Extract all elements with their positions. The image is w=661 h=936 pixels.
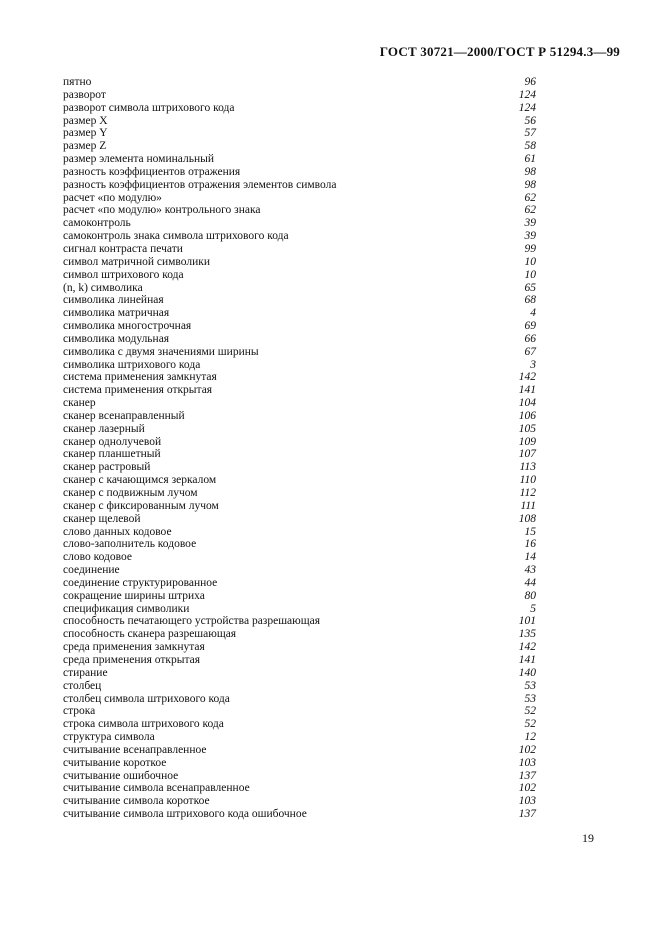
index-term: символ матричной символики <box>63 255 211 268</box>
index-term: расчет «по модулю» <box>63 191 162 204</box>
index-term: способность печатающего устройства разрешающая <box>63 615 320 628</box>
index-page-reference: 111 <box>520 499 536 512</box>
index-page-reference: 52 <box>524 705 536 718</box>
index-page-reference: 141 <box>518 653 536 666</box>
index-page-reference: 96 <box>524 76 536 88</box>
index-page-reference: 16 <box>524 538 536 551</box>
index-entry-row <box>63 294 536 307</box>
index-page-reference: 5 <box>530 602 536 615</box>
index-entry-row <box>63 718 536 731</box>
index-term: символика линейная <box>63 294 164 307</box>
index-entry-row <box>63 603 536 616</box>
index-term: сканер лазерный <box>63 422 145 435</box>
index-term: размер Y <box>63 127 108 140</box>
index-entry-row <box>63 217 536 230</box>
index-page-reference: 109 <box>518 435 536 448</box>
index-page-reference: 80 <box>524 589 536 602</box>
index-entry-row <box>63 115 536 128</box>
index-term: слово кодовое <box>63 551 132 564</box>
index-entry-row <box>63 487 536 500</box>
index-term: структура символа <box>63 731 155 744</box>
index-term: считывание ошибочное <box>63 769 179 782</box>
index-term: размер элемента номинальный <box>63 153 214 166</box>
index-term: спецификация символики <box>63 602 190 615</box>
index-entry-row <box>63 166 536 179</box>
index-page-reference: 102 <box>518 782 536 795</box>
index-term: сигнал контраста печати <box>63 242 183 255</box>
index-page-reference: 61 <box>524 153 536 166</box>
index-entry-row <box>63 204 536 217</box>
index-term: разность коэффициентов отражения элементов символа <box>63 178 337 191</box>
index-term: размер Z <box>63 140 107 153</box>
index-term: стирание <box>63 666 108 679</box>
index-term: среда применения замкнутая <box>63 641 205 654</box>
index-page-reference: 39 <box>524 230 536 243</box>
index-page-reference: 137 <box>518 769 536 782</box>
index-page-reference: 44 <box>524 576 536 589</box>
index-page-reference: 103 <box>518 756 536 769</box>
index-page-reference: 140 <box>518 666 536 679</box>
index-term: (n, k) символика <box>63 281 143 294</box>
index-term: сканер планшетный <box>63 448 161 461</box>
index-entry-row <box>63 307 536 320</box>
index-page-reference: 53 <box>524 679 536 692</box>
index-entry-row <box>63 808 536 821</box>
index-term: сканер с фиксированным лучом <box>63 499 219 512</box>
index-page-reference: 104 <box>518 397 536 410</box>
index-page-reference: 135 <box>518 628 536 641</box>
index-entry-row <box>63 102 536 115</box>
index-term: пятно <box>63 76 92 88</box>
index-entry-row <box>63 346 536 359</box>
index-term: сканер <box>63 397 96 410</box>
index-entry-row <box>63 526 536 539</box>
index-entry-row <box>63 410 536 423</box>
index-entry-row <box>63 590 536 603</box>
index-entry-row <box>63 757 536 770</box>
index-term: строка символа штрихового кода <box>63 718 224 731</box>
index-term: символика многострочная <box>63 320 192 333</box>
index-term: сканер всенаправленный <box>63 409 185 422</box>
index-term: символ штрихового кода <box>63 268 184 281</box>
index-term: считывание короткое <box>63 756 167 769</box>
index-page-reference: 4 <box>530 307 536 320</box>
index-term: столбец <box>63 679 102 692</box>
index-page-reference: 57 <box>524 127 536 140</box>
index-page-reference: 10 <box>524 255 536 268</box>
index-entry-row <box>63 371 536 384</box>
index-entry-row <box>63 551 536 564</box>
index-term: разворот <box>63 88 106 101</box>
index-term: сканер щелевой <box>63 512 141 525</box>
index-page-reference: 141 <box>518 384 536 397</box>
index-page-reference: 113 <box>519 461 536 474</box>
index-page-reference: 124 <box>518 101 536 114</box>
index-page-reference: 105 <box>518 422 536 435</box>
index-entry-row <box>63 282 536 295</box>
index-term: разворот символа штрихового кода <box>63 101 235 114</box>
index-term: разность коэффициентов отражения <box>63 165 241 178</box>
index-page-reference: 137 <box>518 808 536 821</box>
index-page-reference: 110 <box>519 474 536 487</box>
index-page-reference: 102 <box>518 743 536 756</box>
index-entry-row <box>63 474 536 487</box>
index-entry-row <box>63 500 536 513</box>
index-term: считывание символа всенаправленное <box>63 782 250 795</box>
index-entry-row <box>63 615 536 628</box>
index-term: слово-заполнитель кодовое <box>63 538 197 551</box>
index-term: считывание символа штрихового кода ошибочное <box>63 808 307 821</box>
index-entry-row <box>63 333 536 346</box>
index-page-reference: 14 <box>524 551 536 564</box>
index-term: самоконтроль знака символа штрихового кода <box>63 230 289 243</box>
index-term: символика матричная <box>63 307 170 320</box>
index-term: размер X <box>63 114 108 127</box>
index-entry-row <box>63 179 536 192</box>
index-term: расчет «по модулю» контрольного знака <box>63 204 261 217</box>
index-entry-row <box>63 436 536 449</box>
index-page-reference: 106 <box>518 409 536 422</box>
index-term: самоконтроль <box>63 217 131 230</box>
index-entry-row <box>63 256 536 269</box>
index-entry-row <box>63 577 536 590</box>
index-page-reference: 101 <box>518 615 536 628</box>
index-term: столбец символа штрихового кода <box>63 692 230 705</box>
index-entry-row <box>63 731 536 744</box>
index-page-reference: 62 <box>524 191 536 204</box>
index-entry-row <box>63 538 536 551</box>
index-term: слово данных кодовое <box>63 525 172 538</box>
index-term: способность сканера разрешающая <box>63 628 237 641</box>
index-page-reference: 98 <box>524 178 536 191</box>
index-page-reference: 66 <box>524 332 536 345</box>
index-entry-row <box>63 423 536 436</box>
index-page-reference: 39 <box>524 217 536 230</box>
index-page-reference: 142 <box>518 641 536 654</box>
index-entry-row <box>63 76 536 89</box>
index-page-reference: 65 <box>524 281 536 294</box>
index-term: символика штрихового кода <box>63 358 201 371</box>
index-entry-row <box>63 461 536 474</box>
index-page-reference: 98 <box>524 165 536 178</box>
alphabetical-index-list <box>63 76 536 821</box>
index-entry-row <box>63 654 536 667</box>
index-term: сканер однолучевой <box>63 435 162 448</box>
index-entry-row <box>63 513 536 526</box>
index-entry-row <box>63 269 536 282</box>
index-page-reference: 68 <box>524 294 536 307</box>
index-entry-row <box>63 397 536 410</box>
index-page-reference: 112 <box>519 487 536 499</box>
index-page-reference: 52 <box>524 718 536 731</box>
index-entry-row <box>63 89 536 102</box>
index-page-reference: 53 <box>524 692 536 705</box>
index-entry-row <box>63 628 536 641</box>
index-term: символика с двумя значениями ширины <box>63 345 259 358</box>
index-page-reference: 3 <box>530 358 536 371</box>
index-term: среда применения открытая <box>63 653 201 666</box>
index-term: соединение структурированное <box>63 576 218 589</box>
index-page-reference: 103 <box>518 795 536 808</box>
index-term: система применения замкнутая <box>63 371 217 384</box>
index-term: символика модульная <box>63 332 170 345</box>
index-entry-row <box>63 153 536 166</box>
index-page-reference: 56 <box>524 114 536 127</box>
index-entry-row <box>63 744 536 757</box>
index-page-reference: 12 <box>524 731 536 744</box>
index-entry-row <box>63 782 536 795</box>
index-entry-row <box>63 705 536 718</box>
index-term: считывание символа короткое <box>63 795 210 808</box>
index-entry-row <box>63 795 536 808</box>
index-entry-row <box>63 230 536 243</box>
index-entry-row <box>63 320 536 333</box>
index-page-reference: 43 <box>524 564 536 577</box>
index-term: система применения открытая <box>63 384 213 397</box>
index-page-reference: 67 <box>524 345 536 358</box>
index-page-reference: 142 <box>518 371 536 384</box>
index-entry-row <box>63 140 536 153</box>
index-entry-row <box>63 667 536 680</box>
index-entry-row <box>63 680 536 693</box>
index-term: считывание всенаправленное <box>63 743 207 756</box>
index-term: сокращение ширины штриха <box>63 589 205 602</box>
index-entry-row <box>63 641 536 654</box>
index-entry-row <box>63 384 536 397</box>
index-entry-row <box>63 243 536 256</box>
document-header-designation: ГОСТ 30721—2000/ГОСТ Р 51294.3—99 <box>379 44 620 59</box>
index-entry-row <box>63 770 536 783</box>
index-entry-row <box>63 693 536 706</box>
index-term: сканер растровый <box>63 461 151 474</box>
index-page-reference: 99 <box>524 242 536 255</box>
index-page-reference: 107 <box>518 448 536 461</box>
footer-page-number: 19 <box>582 831 594 845</box>
index-page-reference: 58 <box>524 140 536 153</box>
index-term: сканер с подвижным лучом <box>63 487 198 499</box>
index-page-reference: 62 <box>524 204 536 217</box>
index-entry-row <box>63 127 536 140</box>
index-entry-row <box>63 564 536 577</box>
index-term: соединение <box>63 564 120 577</box>
index-page-reference: 15 <box>524 525 536 538</box>
index-term: сканер с качающимся зеркалом <box>63 474 217 487</box>
index-page-reference: 10 <box>524 268 536 281</box>
index-page-reference: 69 <box>524 320 536 333</box>
index-term: строка <box>63 705 96 718</box>
index-entry-row <box>63 448 536 461</box>
index-entry-row <box>63 359 536 372</box>
index-page-reference: 108 <box>518 512 536 525</box>
index-entry-row <box>63 192 536 205</box>
index-page-reference: 124 <box>518 88 536 101</box>
